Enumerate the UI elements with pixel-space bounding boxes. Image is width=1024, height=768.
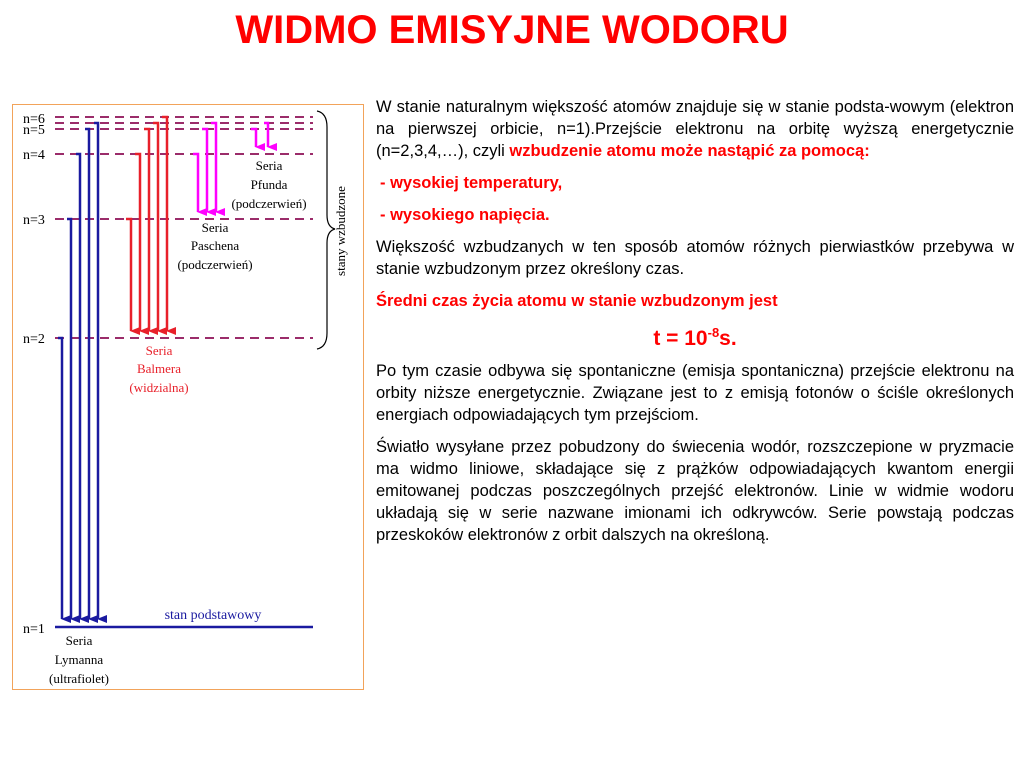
paragraph-2: Większość wzbudzanych w ten sposób atomów różnych pierwiastków przebywa w stanie wzbudzonym przez określony czas. bbox=[376, 238, 1014, 278]
pfund-label-line3: (podczerwień) bbox=[231, 196, 307, 211]
paschen-arrows bbox=[193, 123, 216, 212]
balmer-label-line3: (widzialna) bbox=[129, 380, 189, 395]
paschen-label-line2: Paschena bbox=[190, 238, 240, 253]
balmer-label-line2: Balmera bbox=[136, 361, 182, 376]
lyman-arrow-2 bbox=[58, 338, 62, 619]
paschen-label-line3: (podczerwień) bbox=[177, 257, 253, 272]
balmer-arrow-4 bbox=[135, 154, 140, 331]
lyman-label-line2: Lymanna bbox=[54, 652, 104, 667]
pfund-arrow-5 bbox=[251, 129, 256, 147]
pfund-arrows bbox=[251, 123, 268, 147]
pfund-arrow-6 bbox=[264, 123, 268, 147]
balmer-arrow-5 bbox=[144, 129, 149, 331]
paragraph-5: Światło wysyłane przez pobudzony do świecenia wodór, rozszczepione w pryzmacie ma widmo liniowe, składające się z prążków odpowiadających kwantom energii emitowanej podczas poszczególnych przejść elektronów. Linie w widmie wodoru układają się w serie nazwane imionami ich odkrywców. Serie powstają podczas przeskoków elektronów z orbit dalszych na określoną. bbox=[376, 438, 1014, 544]
formula-base: t = 10 bbox=[653, 327, 708, 350]
list-item-voltage: - wysokiego napięcia. bbox=[380, 206, 550, 224]
pfund-label-line1: Seria bbox=[255, 158, 283, 173]
lyman-arrow-6 bbox=[94, 123, 98, 619]
formula-exponent: -8 bbox=[707, 325, 720, 340]
paragraph-3: Średni czas życia atomu w stanie wzbudzonym jest bbox=[376, 292, 778, 310]
level-label-n6: n=6 bbox=[23, 112, 45, 127]
balmer-arrows bbox=[126, 117, 167, 331]
lyman-arrows bbox=[58, 123, 98, 619]
formula-unit: s. bbox=[719, 327, 737, 350]
balmer-series-label bbox=[129, 343, 188, 395]
list-item-temperature: - wysokiej temperatury, bbox=[380, 174, 563, 192]
paragraph-4: Po tym czasie odbywa się spontaniczne (emisja spontaniczna) przejście elektronu na orbity niższe energetycznie. Związane jest to z emisją fotonów o ściśle określonych energiach odpowiadających tym przejściom. bbox=[376, 362, 1014, 424]
lyman-arrow-5 bbox=[85, 129, 89, 619]
pfund-label-line2: Pfunda bbox=[250, 177, 288, 192]
paragraph-1 bbox=[376, 96, 1014, 162]
paschen-arrow-6 bbox=[211, 123, 216, 212]
paragraph-1-highlight: wzbudzenie atomu może nastąpić za pomocą: bbox=[509, 142, 870, 160]
level-label-n2: n=2 bbox=[23, 332, 45, 347]
paragraph-1-text: W stanie naturalnym większość atomów znajduje się w stanie podsta-wowym (elektron na pierwszej orbicie, n=1).Przejście elektronu na orbitę wyższą energetycznie (n=2,3,4,…), czyli bbox=[376, 98, 1014, 160]
page-title: WIDMO EMISYJNE WODORU bbox=[235, 8, 789, 52]
lyman-label-line1: Seria bbox=[65, 633, 93, 648]
paschen-series-label bbox=[177, 220, 252, 272]
lyman-series-label bbox=[49, 633, 109, 686]
balmer-label-line1: Seria bbox=[145, 343, 173, 358]
lyman-arrow-3 bbox=[67, 219, 71, 619]
balmer-arrow-3 bbox=[126, 219, 131, 331]
level-label-n5: n=5 bbox=[23, 123, 45, 138]
excited-states-label: stany wzbudzone bbox=[333, 186, 348, 276]
paschen-arrow-4 bbox=[193, 154, 198, 212]
level-label-n3: n=3 bbox=[23, 213, 45, 228]
level-label-n4: n=4 bbox=[23, 148, 45, 163]
paschen-arrow-5 bbox=[202, 129, 207, 212]
level-label-n1: n=1 bbox=[23, 622, 45, 637]
ground-state-label: stan podstawowy bbox=[164, 608, 262, 623]
diagram-canvas bbox=[13, 105, 365, 691]
lifetime-formula bbox=[376, 322, 1014, 350]
paschen-label-line1: Seria bbox=[201, 220, 229, 235]
pfund-series-label bbox=[231, 158, 306, 211]
balmer-arrow-7 bbox=[162, 117, 167, 331]
lyman-label-line3: (ultrafiolet) bbox=[49, 671, 109, 686]
lyman-arrow-4 bbox=[76, 154, 80, 619]
energy-level-diagram bbox=[12, 104, 364, 690]
explanation-text bbox=[376, 96, 1014, 556]
level-lines bbox=[55, 117, 313, 627]
